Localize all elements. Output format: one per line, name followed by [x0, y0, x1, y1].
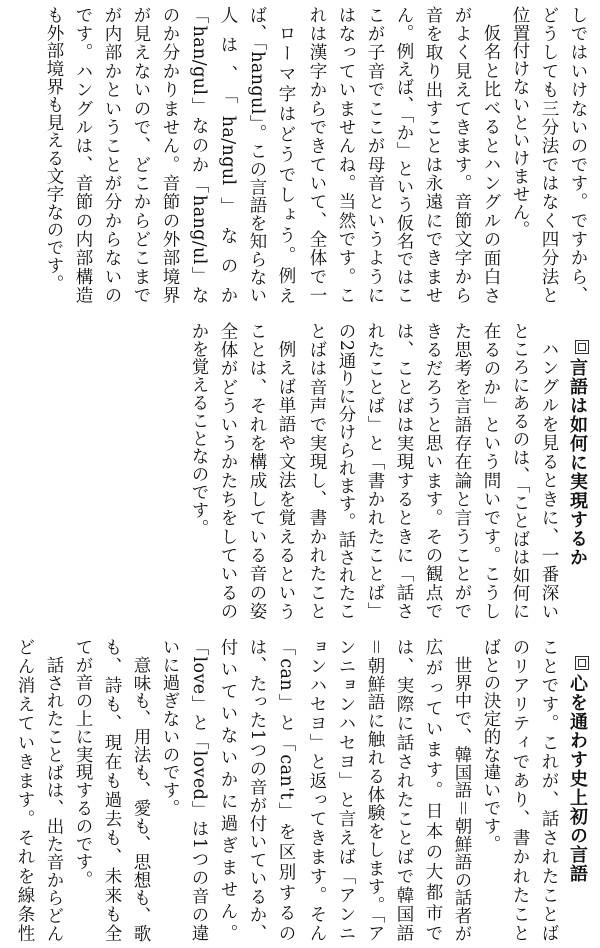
paragraph: 話されたことばは、出た音からどんどん消えていきます。それを線条性	[15, 638, 64, 942]
paragraph: ことです。これが、話されたことばのリアリティであり、書かれたことばとの決定的な違いです。	[481, 638, 559, 942]
tier-2-left-column	[8, 322, 300, 620]
paragraph: しではいけないのです。ですから、どうしても三分法ではなく四分法と位置付けないといけません。	[510, 6, 588, 304]
paragraph: 仮名と比べるとハングルの面白さがよく見えてきます。音節文字から音を取り出すことは永遠にできません。例えば、「か」という仮名ではここが子音でここが母音というようにはなっていませんね。当然です。これは漢字からできていて、全体で一	[307, 6, 501, 304]
section-heading-text: 言語は如何に実現するか	[567, 358, 588, 567]
paragraph: ハングルを見るときに、一番深いところにあるのは、「ことばは如何に在るのか」という問いです。こうした思考を言語存在論と言うことができるだろうと思います。その観点では、ことばは実現するときに「話されたことば」と「書かれたことば」の2通りに分けられます。話されたことばは音声で実現し、書かれたこと	[307, 322, 559, 620]
heading-square-icon	[575, 340, 589, 354]
paragraph: 世界中で、韓国語＝朝鮮語の話者が広がっています。日本の大都市では、実際に話されたことばで韓国語＝朝鮮語に触れる体験をします。「アンニョンハセヨ」と言えば「アンニョンハセヨ」と返ってきます。そん	[307, 638, 472, 942]
section-heading	[563, 638, 592, 942]
tier-1-right-column	[300, 6, 592, 304]
tier-2	[8, 322, 592, 620]
paragraph: 意味も、用法も、愛も、思想も、歌も、詩も、現在も過去も、未来も全てが音の上に実現するのです。	[73, 638, 151, 942]
heading-square-icon	[575, 656, 589, 670]
paragraph: ローマ字はどうでしょう。例えば、「hangul」。この言語を知らない人は、「ha/ngul」なのか「han/gul」なのか「hang/ul」なのか分かりません。音節の外部境界が見えないので、どこからどこまでが内部かということが分からないのです。ハングルは、音節の内部構造も外部境界も見える文字なのです。	[44, 6, 296, 304]
paragraph: 「can」と「can't」を区別するのは、たった1つの音が付いているか、付いていないかに過ぎません。「love」と「loved」は1つの音の違いに過ぎないのです。	[160, 638, 296, 942]
tier-3-left-column	[8, 638, 300, 942]
tier-2-right-column	[300, 322, 592, 620]
section-heading	[563, 322, 592, 620]
tier-1	[8, 6, 592, 304]
tier-1-left-column	[8, 6, 300, 304]
paragraph: 例えば単語や文法を覚えるということは、それを構成している音の姿全体がどういうかたちをしているのかを覚えることなのです。	[189, 322, 296, 620]
tier-3	[8, 638, 592, 942]
tier-3-right-column	[300, 638, 592, 942]
section-heading-text: 心を通わす史上初の言語	[567, 674, 588, 883]
